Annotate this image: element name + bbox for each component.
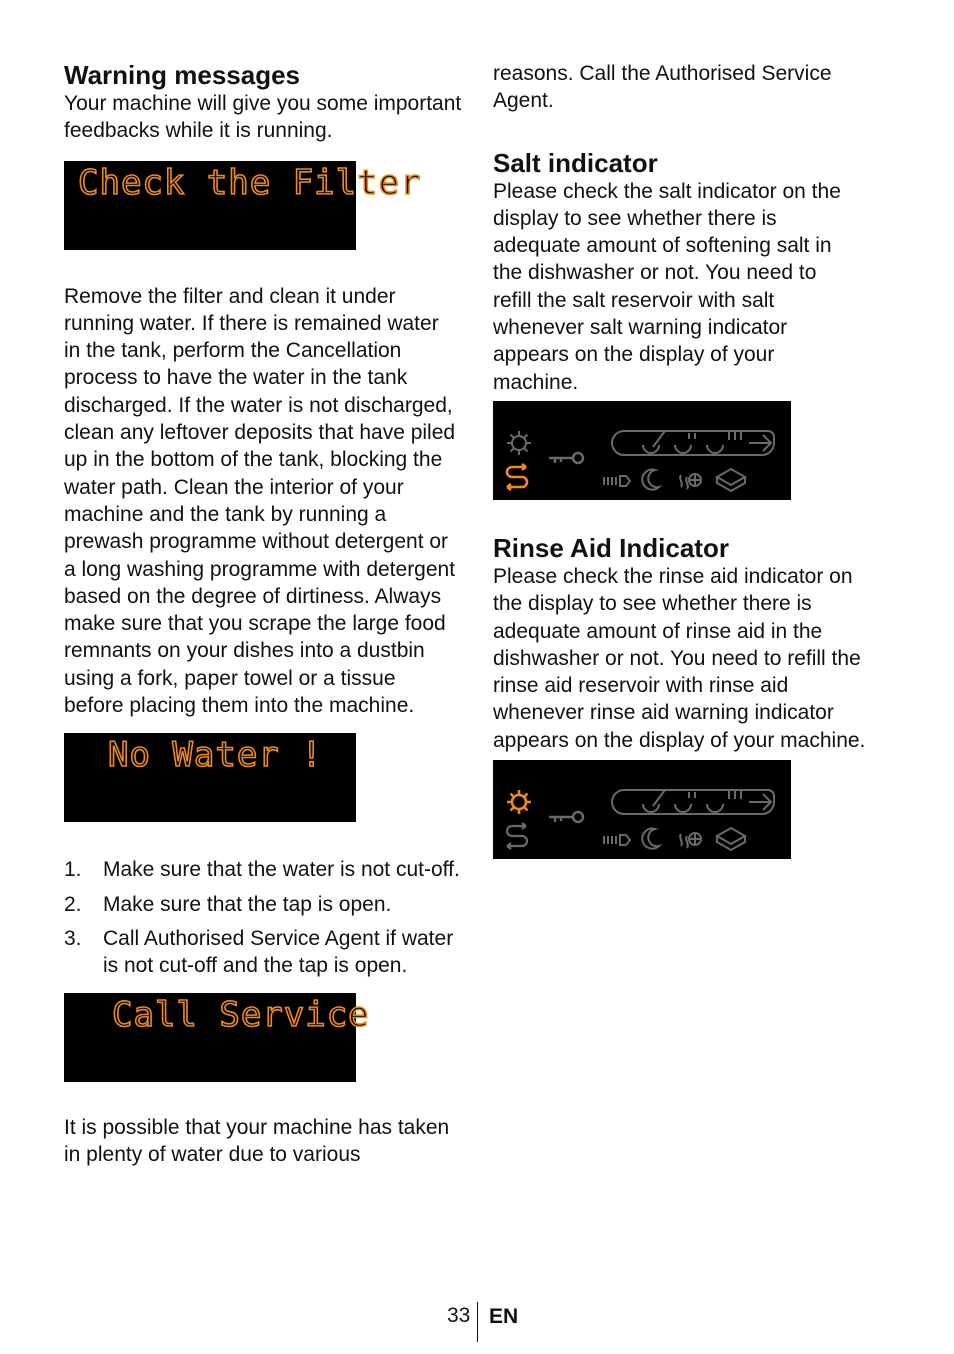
list-item: 2. Make sure that the tap is open. bbox=[64, 892, 392, 916]
rinse-aid-icon bbox=[507, 790, 531, 814]
salt-indicator-heading: Salt indicator bbox=[493, 147, 658, 178]
right-column bbox=[493, 60, 883, 859]
programme-icons bbox=[612, 431, 774, 455]
salt-text: Please check the salt indicator on the display to see whether there is adequate amount of softening salt in the dishwasher or not. You need to refill the salt reservoir with salt whenever salt warning indicator appears on the display of your machine. bbox=[493, 179, 841, 394]
rinse-aid-icon bbox=[507, 431, 531, 455]
warning-intro: Your machine will give you some important feedbacks while it is running. bbox=[64, 92, 462, 143]
salt-icon bbox=[507, 464, 527, 490]
display-call-service bbox=[64, 993, 370, 1082]
rinse-aid-text: Please check the rinse aid indicator on the display to see whether there is adequate amount of rinse aid in the dishwasher or not. You need to refill the rinse aid reservoir with rinse aid whenever rinse aid warning indicator appears on the display of your machine. bbox=[493, 564, 866, 752]
key-icon bbox=[549, 812, 583, 822]
display-no-water-text: No Water ! bbox=[108, 735, 323, 776]
no-water-steps bbox=[64, 856, 464, 979]
service-text: It is possible that your machine has taken in plenty of water due to various bbox=[64, 1115, 450, 1166]
page-number: 33 bbox=[447, 1304, 471, 1327]
display-no-water bbox=[64, 733, 356, 822]
warning-messages-heading: Warning messages bbox=[64, 60, 301, 90]
rinse-aid-indicator-panel bbox=[493, 760, 791, 859]
salt-indicator-panel bbox=[493, 401, 791, 500]
rinse-aid-heading: Rinse Aid Indicator bbox=[493, 532, 729, 563]
page-footer bbox=[0, 1302, 954, 1342]
left-column bbox=[64, 60, 464, 1168]
list-item: 1. Make sure that the water is not cut-off. bbox=[64, 858, 460, 882]
option-icons bbox=[604, 828, 745, 850]
option-icons bbox=[604, 469, 745, 491]
panel-icons bbox=[493, 760, 791, 859]
footer-divider bbox=[477, 1302, 478, 1342]
display-check-filter-text: Check the Filter bbox=[78, 162, 422, 203]
display-check-filter bbox=[64, 161, 422, 250]
filter-instructions: Remove the filter and clean it under running water. If there is remained water in the tank, perform the Cancellation process to have the water in the tank discharged. If the water is not discharged, clean any leftover deposits that have piled up in the bottom of the tank, blocking the water path. Clean the interior of your machine and the tank by running a prewash programme without detergent or a long washing programme with detergent based on the degree of dirtiness. Always make sure that you scrape the large food remnants on your dishes into a dustbin using a fork, paper towel or a tissue before placing them into the machine. bbox=[64, 284, 456, 718]
language-code: EN bbox=[489, 1305, 519, 1328]
service-text-continued: reasons. Call the Authorised Service Agent. bbox=[493, 62, 832, 113]
list-item: 3. Call Authorised Service Agent if water is not cut-off and the tap is open. bbox=[64, 926, 454, 978]
key-icon bbox=[549, 453, 583, 463]
salt-icon bbox=[507, 823, 527, 849]
programme-icons bbox=[612, 790, 774, 814]
display-call-service-text: Call Service bbox=[112, 994, 370, 1035]
panel-icons bbox=[493, 401, 791, 500]
